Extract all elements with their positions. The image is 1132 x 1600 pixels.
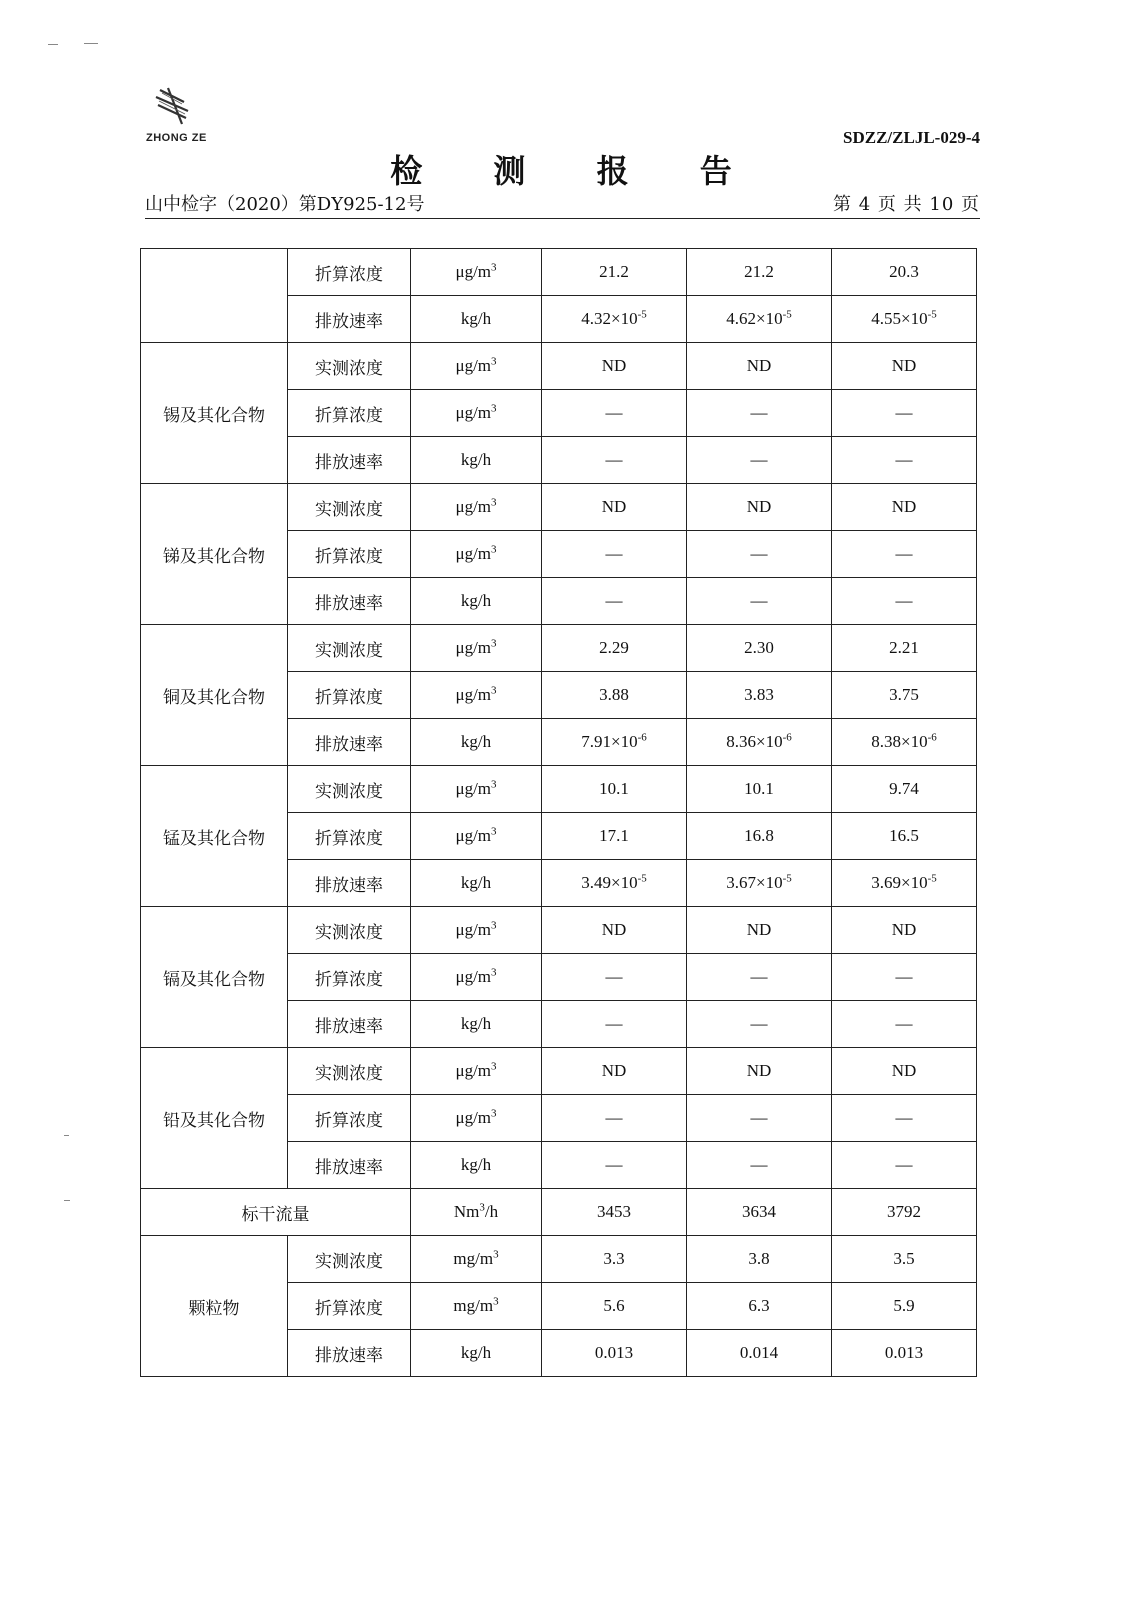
unit-cell [411, 578, 542, 625]
cell-text: 铜及其化合物 [163, 687, 265, 708]
value-cell [832, 954, 977, 1001]
parameter-cell [288, 531, 411, 578]
value-cell [542, 1095, 687, 1142]
value-cell [832, 343, 977, 390]
cell-text: 排放速率 [315, 875, 383, 896]
cell-text: 16.5 [889, 826, 919, 845]
parameter-cell [288, 1001, 411, 1048]
value-cell [687, 1236, 832, 1283]
value-cell [687, 813, 832, 860]
unit-cell [411, 907, 542, 954]
cell-text: μg/m [455, 779, 492, 798]
cell-text: 10.1 [599, 779, 629, 798]
parameter-cell [288, 296, 411, 343]
cell-text: 3.3 [603, 1249, 625, 1268]
value-cell [832, 1236, 977, 1283]
cell-text: ND [746, 356, 772, 375]
parameter-cell [288, 1048, 411, 1095]
cell-text: 折算浓度 [315, 405, 383, 426]
cell-text: μg/m [455, 1061, 492, 1080]
group-name-cell [141, 625, 288, 766]
cell-superscript: 3 [491, 966, 497, 979]
cell-superscript: 3 [491, 919, 497, 932]
unit-cell [411, 437, 542, 484]
group-name-cell [141, 249, 288, 343]
unit-cell [411, 1142, 542, 1189]
table-row [141, 1236, 977, 1283]
cell-text: 2.30 [744, 638, 774, 657]
cell-text: μg/m [455, 638, 492, 657]
value-cell [542, 860, 687, 907]
table-row [141, 766, 977, 813]
cell-text: ND [746, 920, 772, 939]
cell-text: — [750, 967, 768, 986]
cell-text: μg/m [455, 920, 492, 939]
parameter-cell [288, 1236, 411, 1283]
value-cell [832, 1330, 977, 1377]
value-cell [542, 1330, 687, 1377]
cell-text: 排放速率 [315, 1016, 383, 1037]
value-cell [542, 954, 687, 1001]
value-cell [832, 766, 977, 813]
cell-text: — [750, 1155, 768, 1174]
value-cell [832, 625, 977, 672]
value-cell [832, 1095, 977, 1142]
parameter-cell [288, 625, 411, 672]
value-cell [542, 296, 687, 343]
cell-text: 3.8 [748, 1249, 770, 1268]
unit-cell [411, 1048, 542, 1095]
cell-text: 8.36×10 [726, 732, 783, 751]
value-cell [687, 1048, 832, 1095]
cell-text: — [750, 591, 768, 610]
cell-superscript: 3 [491, 496, 497, 509]
unit-cell [411, 1095, 542, 1142]
value-cell [687, 1189, 832, 1236]
cell-text: kg/h [460, 309, 492, 328]
parameter-cell [288, 766, 411, 813]
cell-text: 排放速率 [315, 311, 383, 332]
cell-text: 实测浓度 [315, 781, 383, 802]
cell-text: μg/m [455, 1108, 492, 1127]
cell-text: 排放速率 [315, 1345, 383, 1366]
cell-text: — [895, 403, 913, 422]
page-info: 第 4 页 共 10 页 [833, 194, 980, 215]
cell-text: — [605, 1014, 623, 1033]
parameter-cell [288, 484, 411, 531]
cell-text: 3634 [742, 1202, 776, 1221]
value-cell [687, 1095, 832, 1142]
value-cell [687, 343, 832, 390]
unit-cell [411, 296, 542, 343]
unit-cell [411, 719, 542, 766]
value-cell [542, 625, 687, 672]
cell-text: — [895, 544, 913, 563]
value-cell [687, 672, 832, 719]
value-cell [832, 531, 977, 578]
cell-text: 折算浓度 [315, 264, 383, 285]
value-cell [687, 860, 832, 907]
cell-text: ND [891, 1061, 917, 1080]
cell-text: ND [601, 356, 627, 375]
cell-text: kg/h [460, 450, 492, 469]
cell-superscript: 3 [493, 1295, 499, 1308]
unit-cell [411, 1001, 542, 1048]
cell-text: 锰及其化合物 [163, 828, 265, 849]
value-cell [832, 484, 977, 531]
cell-text: 17.1 [599, 826, 629, 845]
report-header-line [145, 194, 980, 219]
cell-text: 实测浓度 [315, 499, 383, 520]
group-name-cell [141, 907, 288, 1048]
unit-cell [411, 813, 542, 860]
value-cell [687, 719, 832, 766]
cell-text: ND [891, 920, 917, 939]
value-cell [687, 249, 832, 296]
value-cell [832, 1283, 977, 1330]
cell-superscript: -5 [927, 872, 937, 885]
cell-text: kg/h [460, 1343, 492, 1362]
cell-text: 2.29 [599, 638, 629, 657]
unit-cell [411, 766, 542, 813]
parameter-cell [288, 437, 411, 484]
value-cell [687, 1330, 832, 1377]
value-cell [832, 437, 977, 484]
results-table [140, 248, 977, 1377]
cell-text: 5.9 [893, 1296, 915, 1315]
cell-text: 5.6 [603, 1296, 625, 1315]
cell-text: 实测浓度 [315, 358, 383, 379]
value-cell [687, 390, 832, 437]
cell-text: 折算浓度 [315, 687, 383, 708]
value-cell [832, 1001, 977, 1048]
value-cell [542, 907, 687, 954]
parameter-cell [288, 1142, 411, 1189]
parameter-cell [288, 672, 411, 719]
value-cell [542, 390, 687, 437]
unit-cell [411, 672, 542, 719]
cell-text: μg/m [455, 826, 492, 845]
parameter-cell [288, 860, 411, 907]
value-cell [832, 1048, 977, 1095]
cell-superscript: -5 [637, 872, 647, 885]
table-row [141, 907, 977, 954]
cell-superscript: 3 [493, 1248, 499, 1261]
cell-text: 9.74 [889, 779, 919, 798]
value-cell [687, 437, 832, 484]
cell-text: ND [601, 920, 627, 939]
cell-superscript: 3 [491, 778, 497, 791]
flow-label-cell [141, 1189, 411, 1236]
cell-text: — [750, 1108, 768, 1127]
value-cell [832, 719, 977, 766]
value-cell [687, 531, 832, 578]
cell-text: — [895, 450, 913, 469]
value-cell [542, 672, 687, 719]
cell-text: mg/m [453, 1296, 494, 1315]
cell-text: mg/m [453, 1249, 494, 1268]
table-row [141, 1189, 977, 1236]
parameter-cell [288, 578, 411, 625]
cell-text: 3.5 [893, 1249, 915, 1268]
cell-text: μg/m [455, 967, 492, 986]
value-cell [832, 813, 977, 860]
cell-superscript: -5 [782, 308, 792, 321]
cell-text: μg/m [455, 403, 492, 422]
cell-text: — [750, 450, 768, 469]
value-cell [542, 719, 687, 766]
table-row [141, 343, 977, 390]
cell-text: 2.21 [889, 638, 919, 657]
unit-cell [411, 249, 542, 296]
cell-text: 3.67×10 [726, 873, 783, 892]
cell-superscript: -6 [782, 731, 792, 744]
value-cell [542, 1189, 687, 1236]
cell-superscript: 3 [491, 825, 497, 838]
value-cell [832, 672, 977, 719]
parameter-cell [288, 1283, 411, 1330]
value-cell [832, 1189, 977, 1236]
cell-text: ND [891, 356, 917, 375]
cell-suffix: /h [484, 1202, 499, 1221]
cell-text: — [750, 403, 768, 422]
cell-text: — [895, 967, 913, 986]
value-cell [542, 1236, 687, 1283]
cell-text: 21.2 [744, 262, 774, 281]
unit-cell [411, 1330, 542, 1377]
value-cell [542, 484, 687, 531]
cell-text: 排放速率 [315, 734, 383, 755]
cell-superscript: -5 [637, 308, 647, 321]
cell-text: 折算浓度 [315, 828, 383, 849]
value-cell [687, 296, 832, 343]
cell-text: 锑及其化合物 [163, 546, 265, 567]
logo-text: ZHONG ZE [146, 132, 207, 144]
value-cell [542, 531, 687, 578]
group-name-cell [141, 1236, 288, 1377]
parameter-cell [288, 719, 411, 766]
value-cell [542, 343, 687, 390]
cell-text: 20.3 [889, 262, 919, 281]
parameter-cell [288, 1330, 411, 1377]
table-row [141, 249, 977, 296]
cell-text: 铅及其化合物 [163, 1110, 265, 1131]
value-cell [687, 766, 832, 813]
unit-cell [411, 390, 542, 437]
cell-text: 折算浓度 [315, 1110, 383, 1131]
cell-text: kg/h [460, 873, 492, 892]
value-cell [832, 907, 977, 954]
cell-text: μg/m [455, 544, 492, 563]
cell-text: 8.38×10 [871, 732, 928, 751]
cell-text: — [605, 967, 623, 986]
cell-text: — [605, 403, 623, 422]
cell-superscript: 3 [491, 637, 497, 650]
value-cell [832, 390, 977, 437]
cell-text: 4.55×10 [871, 309, 928, 328]
cell-text: — [605, 1108, 623, 1127]
cell-text: μg/m [455, 497, 492, 516]
cell-text: 折算浓度 [315, 969, 383, 990]
unit-cell [411, 1189, 542, 1236]
cell-text: ND [891, 497, 917, 516]
cell-text: 实测浓度 [315, 1063, 383, 1084]
cell-text: 标干流量 [241, 1204, 310, 1225]
cell-text: Nm [453, 1202, 480, 1221]
cell-text: μg/m [455, 262, 492, 281]
cell-text: 镉及其化合物 [163, 969, 265, 990]
value-cell [542, 249, 687, 296]
value-cell [542, 578, 687, 625]
value-cell [687, 484, 832, 531]
cell-text: — [605, 591, 623, 610]
group-name-cell [141, 343, 288, 484]
unit-cell [411, 954, 542, 1001]
cell-text: 3453 [597, 1202, 631, 1221]
cell-superscript: 3 [491, 402, 497, 415]
cell-text: 3792 [887, 1202, 921, 1221]
cell-superscript: 3 [479, 1201, 485, 1214]
cell-text: — [895, 1155, 913, 1174]
table-row [141, 625, 977, 672]
cell-superscript: 3 [491, 543, 497, 556]
cell-text: 折算浓度 [315, 1298, 383, 1319]
cell-text: 3.69×10 [871, 873, 928, 892]
cell-text: 10.1 [744, 779, 774, 798]
cell-text: 4.32×10 [581, 309, 638, 328]
value-cell [687, 1142, 832, 1189]
cell-text: ND [601, 1061, 627, 1080]
page-title: 检 测 报 告 [390, 152, 762, 190]
value-cell [687, 907, 832, 954]
value-cell [542, 1048, 687, 1095]
cell-text: — [895, 1014, 913, 1033]
value-cell [542, 1001, 687, 1048]
unit-cell [411, 625, 542, 672]
value-cell [832, 860, 977, 907]
value-cell [687, 578, 832, 625]
cell-superscript: 3 [491, 1107, 497, 1120]
unit-cell [411, 1236, 542, 1283]
group-name-cell [141, 1048, 288, 1189]
unit-cell [411, 484, 542, 531]
unit-cell [411, 531, 542, 578]
cell-text: — [895, 591, 913, 610]
parameter-cell [288, 907, 411, 954]
cell-text: 折算浓度 [315, 546, 383, 567]
value-cell [687, 954, 832, 1001]
report-number: 山中检字（2020）第DY925-12号 [145, 194, 425, 215]
cell-text: 实测浓度 [315, 922, 383, 943]
unit-cell [411, 343, 542, 390]
cell-text: — [605, 450, 623, 469]
cell-text: 7.91×10 [581, 732, 638, 751]
cell-superscript: 3 [491, 355, 497, 368]
cell-superscript: 3 [491, 684, 497, 697]
cell-text: 3.83 [744, 685, 774, 704]
cell-text: 3.49×10 [581, 873, 638, 892]
value-cell [542, 437, 687, 484]
value-cell [832, 296, 977, 343]
cell-text: 6.3 [748, 1296, 770, 1315]
cell-text: 0.014 [739, 1343, 779, 1362]
parameter-cell [288, 1095, 411, 1142]
cell-superscript: 3 [491, 1060, 497, 1073]
cell-text: μg/m [455, 685, 492, 704]
value-cell [542, 813, 687, 860]
cell-text: 排放速率 [315, 593, 383, 614]
cell-text: ND [746, 497, 772, 516]
cell-text: kg/h [460, 1014, 492, 1033]
logo-mark-icon [138, 80, 210, 136]
value-cell [832, 249, 977, 296]
cell-text: — [895, 1108, 913, 1127]
value-cell [687, 1283, 832, 1330]
parameter-cell [288, 954, 411, 1001]
cell-superscript: -6 [637, 731, 647, 744]
cell-text: — [750, 1014, 768, 1033]
value-cell [832, 1142, 977, 1189]
parameter-cell [288, 390, 411, 437]
cell-text: 实测浓度 [315, 640, 383, 661]
table-row [141, 484, 977, 531]
cell-text: 16.8 [744, 826, 774, 845]
parameter-cell [288, 813, 411, 860]
cell-text: 锡及其化合物 [163, 405, 265, 426]
cell-text: 0.013 [594, 1343, 634, 1362]
cell-text: 4.62×10 [726, 309, 783, 328]
cell-text: 排放速率 [315, 1157, 383, 1178]
unit-cell [411, 860, 542, 907]
group-name-cell [141, 766, 288, 907]
parameter-cell [288, 249, 411, 296]
cell-superscript: 3 [491, 261, 497, 274]
cell-text: kg/h [460, 591, 492, 610]
document-code: SDZZ/ZLJL-029-4 [843, 128, 980, 147]
cell-text: — [750, 544, 768, 563]
cell-text: 3.88 [599, 685, 629, 704]
cell-superscript: -6 [927, 731, 937, 744]
cell-text: μg/m [455, 356, 492, 375]
parameter-cell [288, 343, 411, 390]
cell-text: 21.2 [599, 262, 629, 281]
value-cell [542, 766, 687, 813]
value-cell [832, 578, 977, 625]
cell-text: — [605, 1155, 623, 1174]
unit-cell [411, 1283, 542, 1330]
value-cell [542, 1142, 687, 1189]
value-cell [687, 625, 832, 672]
cell-text: ND [601, 497, 627, 516]
group-name-cell [141, 484, 288, 625]
cell-text: 实测浓度 [315, 1251, 383, 1272]
cell-text: — [605, 544, 623, 563]
cell-text: kg/h [460, 732, 492, 751]
value-cell [542, 1283, 687, 1330]
cell-text: 0.013 [884, 1343, 924, 1362]
cell-superscript: -5 [782, 872, 792, 885]
table-row [141, 1048, 977, 1095]
cell-text: 排放速率 [315, 452, 383, 473]
cell-superscript: -5 [927, 308, 937, 321]
cell-text: ND [746, 1061, 772, 1080]
cell-text: 颗粒物 [188, 1298, 240, 1319]
cell-text: 3.75 [889, 685, 919, 704]
cell-text: kg/h [460, 1155, 492, 1174]
value-cell [687, 1001, 832, 1048]
